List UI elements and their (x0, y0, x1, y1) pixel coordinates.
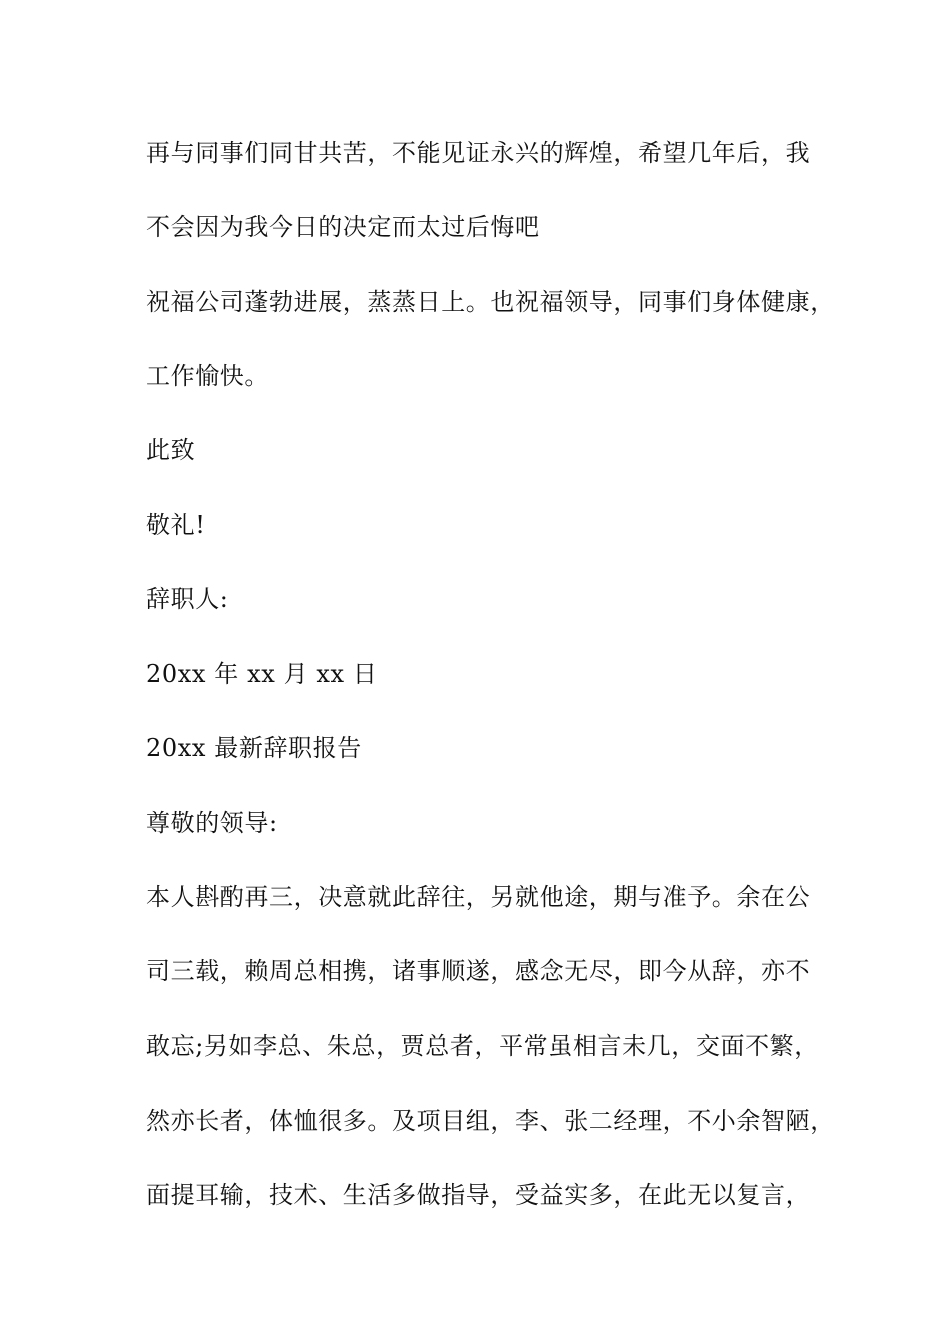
closing-salutation: 此致 (146, 436, 196, 464)
section-title: 20xx 最新辞职报告 (146, 734, 362, 762)
text-line: 不会因为我今日的决定而太过后悔吧 (146, 213, 540, 241)
text-line: 工作愉快。 (146, 362, 269, 390)
text-line: 面提耳输，技术、生活多做指导，受益实多，在此无以复言， (146, 1181, 811, 1209)
text-line: 司三载，赖周总相携，诸事顺遂，感念无尽，即今从辞，亦不 (146, 957, 811, 985)
closing-regards: 敬礼! (146, 511, 206, 539)
text-line: 祝福公司蓬勃进展，蒸蒸日上。也祝福领导，同事们身体健康， (146, 288, 835, 316)
text-line: 然亦长者，体恤很多。及项目组，李、张二经理，不小余智陋， (146, 1107, 835, 1135)
text-line: 敢忘;另如李总、朱总，贾总者，平常虽相言未几，交面不繁， (146, 1032, 819, 1060)
text-line: 本人斟酌再三，决意就此辞往，另就他途，期与准予。余在公 (146, 883, 811, 911)
greeting: 尊敬的领导: (146, 809, 278, 837)
date-line: 20xx 年 xx 月 xx 日 (146, 660, 378, 688)
text-line: 再与同事们同甘共苦，不能见证永兴的辉煌，希望几年后，我 (146, 139, 811, 167)
signature-label: 辞职人: (146, 585, 229, 613)
